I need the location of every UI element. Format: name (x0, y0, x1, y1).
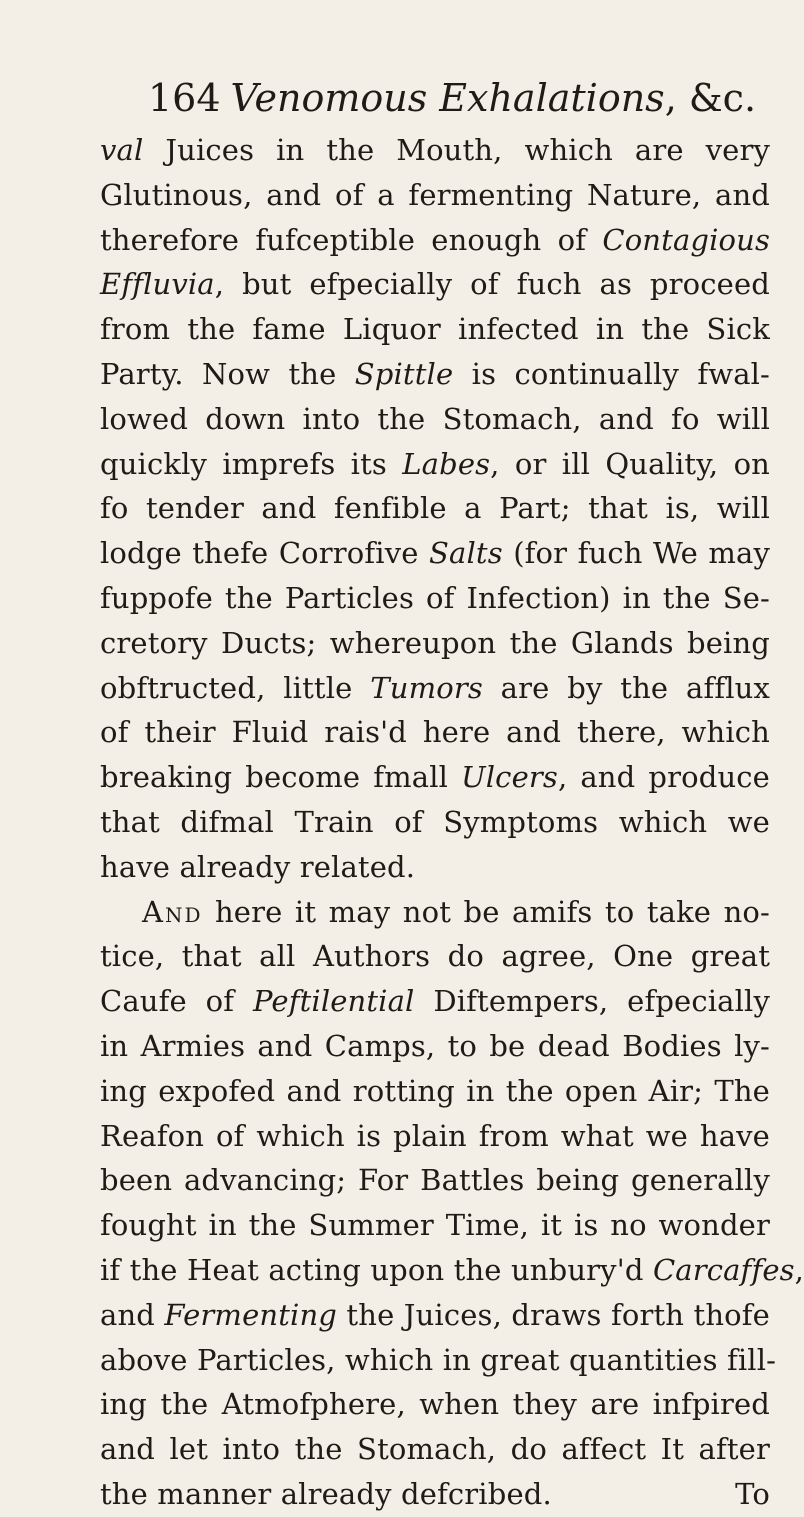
text-line (100, 1158, 770, 1203)
text-run: is continually fwal- (453, 356, 771, 391)
text-run: ing expofed and rotting in the open Air; The (100, 1073, 770, 1108)
text-run: and (100, 1297, 165, 1332)
text-line (100, 845, 770, 890)
text-line (100, 710, 770, 755)
text-line (100, 576, 770, 621)
italic-term: val (100, 133, 144, 167)
text-line (100, 1114, 770, 1159)
text-line (100, 307, 770, 352)
text-run: (for fuch We may (502, 536, 770, 571)
text-run: tice, that all Authors do agree, One great (100, 939, 770, 974)
text-line (100, 173, 770, 218)
text-run: , or ill Quality, on (490, 446, 771, 481)
text-line (100, 128, 770, 173)
italic-term: Fermenting (164, 1297, 337, 1332)
italic-term: Peftilential (253, 984, 415, 1019)
text-line (100, 666, 770, 711)
italic-term: Spittle (354, 356, 454, 391)
text-line (100, 218, 770, 263)
italic-term: Contagious (602, 222, 770, 257)
text-run: lowed down into the Stomach, and fo will (100, 401, 770, 436)
running-title-suffix: , &c. (664, 76, 757, 120)
text-run: if the Heat acting upon the unbury'd (100, 1252, 653, 1287)
text-run: in Armies and Camps, to be dead Bodies ly- (100, 1028, 770, 1063)
italic-term: Labes (402, 446, 491, 481)
text-line (100, 1382, 770, 1427)
text-run: been advancing; For Battles being generally (100, 1163, 770, 1198)
text-run: Diftempers, efpecially (414, 984, 770, 1019)
text-line (100, 1338, 777, 1383)
text-run: that difmal Train of Symptoms which we (100, 804, 770, 839)
text-run: lodge thefe Corrofive (100, 536, 430, 571)
text-run: , and produce (557, 760, 770, 795)
text-run: Juices in the Mouth, which are very (143, 133, 770, 167)
text-line (100, 1472, 770, 1517)
text-run: obftructed, little (100, 670, 371, 705)
text-line (100, 262, 770, 307)
text-line (100, 1069, 770, 1114)
text-line (100, 1024, 770, 1069)
text-line (100, 397, 770, 442)
text-run: breaking become fmall (100, 760, 462, 795)
italic-term: Ulcers (461, 760, 558, 795)
text-run: fo tender and fenfible a Part; that is, will (100, 491, 770, 526)
text-run: from the fame Liquor infected in the Sick (100, 312, 770, 347)
text-line (100, 1248, 804, 1293)
text-run: , but efpecially of fuch as proceed (214, 267, 770, 302)
text-run: quickly imprefs its (100, 446, 403, 481)
text-line (100, 442, 770, 487)
text-line (100, 486, 770, 531)
italic-term: Tumors (370, 670, 483, 705)
catchword: To (735, 1476, 770, 1511)
text-line (100, 1203, 770, 1248)
text-run: , (794, 1252, 804, 1287)
small-caps-word: And (142, 894, 203, 929)
running-title: Venomous Exhalations (230, 76, 665, 120)
text-run: above Particles, which in great quantities fill- (100, 1342, 777, 1377)
text-run: are by the afflux (482, 670, 770, 705)
text-run: fuppofe the Particles of Infection) in the Se- (100, 580, 770, 615)
text-run: and let into the Stomach, do affect It after (100, 1432, 770, 1467)
text-line (100, 1427, 770, 1472)
text-line (100, 934, 770, 979)
text-line (100, 755, 770, 800)
italic-term: Salts (429, 536, 503, 571)
text-line (100, 979, 770, 1024)
text-run: Glutinous, and of a fermenting Nature, and (100, 177, 770, 212)
text-run: ing the Atmofphere, when they are infpired (100, 1387, 770, 1422)
text-line (100, 1293, 770, 1338)
italic-term: Carcaffes (652, 1252, 795, 1287)
text-run: of their Fluid rais'd here and there, which (100, 715, 770, 750)
italic-term: Effluvia (100, 267, 215, 302)
text-run: have already related. (100, 849, 416, 884)
text-run: Party. Now the (100, 356, 355, 391)
text-line (100, 800, 770, 845)
text-run: here it may not be amifs to take no- (202, 894, 770, 929)
text-run: the manner already defcribed. (100, 1476, 552, 1511)
text-run: cretory Ducts; whereupon the Glands being (100, 625, 770, 660)
text-line (100, 531, 770, 576)
page-header (148, 70, 768, 126)
text-run: the Juices, draws forth thofe (337, 1297, 770, 1332)
text-run: therefore fufceptible enough of (100, 222, 603, 257)
text-line (100, 621, 770, 666)
text-run: fought in the Summer Time, it is no wonder (100, 1208, 770, 1243)
text-line (100, 890, 770, 935)
body-text (100, 128, 804, 1517)
page-number: 164 (148, 76, 221, 120)
text-run: Caufe of (100, 984, 254, 1019)
text-run: Reafon of which is plain from what we have (100, 1118, 770, 1153)
text-line (100, 352, 770, 397)
